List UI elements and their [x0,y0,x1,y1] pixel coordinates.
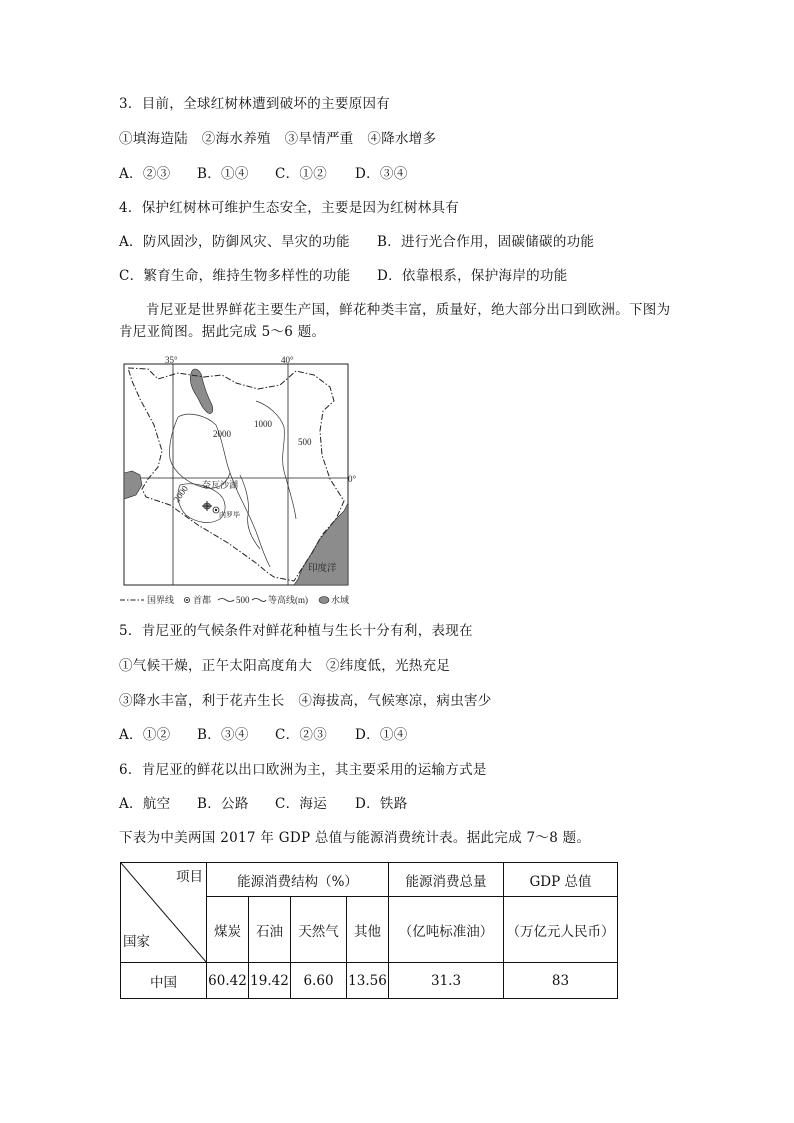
q4-option-b[interactable]: B．进行光合作用，固碳储碳的功能 [377,234,595,250]
legend-border-label: 国界线 [147,595,175,605]
contour-label-2000a: 2000 [213,429,231,439]
row-coal: 60.42 [207,963,249,999]
legend-contour-icon-left [218,599,234,602]
q5-items1: ①气候干燥，正午太阳高度角大 ②纬度低，光热充足 [119,658,451,674]
kenya-map [118,355,358,610]
corner-bottom-label: 国家 [123,934,150,950]
energy-total-header: 能源消费总量 [389,863,504,897]
legend-capital-label: 首都 [193,595,212,605]
q4-options-row2 [119,267,568,285]
q6-option-b[interactable]: B．公路 [197,796,249,812]
q4-option-c[interactable]: C．繁育生命，维持生物多样性的功能 [119,268,351,284]
table-header-row-1 [121,863,618,897]
contour-label-500: 500 [298,437,312,447]
gdp-unit: （万亿元人民币） [504,897,618,963]
row-other: 13.56 [347,963,389,999]
q4-option-a[interactable]: A．防风固沙，防御风灾、旱灾的功能 [119,234,350,250]
nairobi-label: 内罗毕 [219,511,240,519]
table-corner-cell [121,863,207,963]
q3-options [119,165,408,183]
col-gas-header: 天然气 [291,897,347,963]
row-gas: 6.60 [291,963,347,999]
kenya-intro-line2: 肯尼亚简图。据此完成 5～6 题。 [119,324,326,340]
contour-label-1000: 1000 [254,419,272,429]
q6-options [119,795,408,813]
row-country: 中国 [121,963,207,999]
q6-option-d[interactable]: D．铁路 [355,796,408,812]
q3-stem: 3．目前，全球红树林遭到破坏的主要原因有 [119,96,391,112]
table-intro: 下表为中美两国 2017 年 GDP 总值与能源消费统计表。据此完成 7～8 题。 [119,830,591,846]
q5-options [119,726,408,744]
q4-option-d[interactable]: D．依靠根系，保护海岸的功能 [377,268,568,284]
gdp-energy-table [120,862,618,999]
q5-option-b[interactable]: B．③④ [197,727,249,743]
q3-option-d[interactable]: D．③④ [355,166,408,182]
lake-victoria [124,471,142,499]
energy-structure-header: 能源消费结构（%） [207,863,389,897]
q4-stem: 4．保护红树林可维护生态安全，主要是因为红树林具有 [119,200,460,216]
row-gdp: 83 [504,963,618,999]
corner-top-label: 项目 [176,869,203,885]
lat-0-label: 0° [348,474,357,484]
col-other-header: 其他 [347,897,389,963]
energy-total-unit: （亿吨标准油） [389,897,504,963]
q5-option-c[interactable]: C．②③ [275,727,328,743]
contour-1000-east [240,475,260,549]
row-oil: 19.42 [249,963,291,999]
legend-water-icon [319,597,329,604]
q6-stem: 6．肯尼亚的鲜花以出口欧洲为主，其主要采用的运输方式是 [119,762,487,778]
q5-option-d[interactable]: D．①④ [355,727,408,743]
q3-items: ①填海造陆 ②海水养殖 ③旱情严重 ④降水增多 [119,131,437,147]
q6-option-c[interactable]: C．海运 [275,796,328,812]
ocean-label: 印度洋 [308,564,337,574]
gdp-header: GDP 总值 [504,863,618,897]
legend-contour-label: 等高线(m) [268,595,308,605]
airport-plane-icon [202,501,212,511]
legend-water-label: 水域 [331,595,350,605]
col-coal-header: 煤炭 [207,897,249,963]
q3-option-c[interactable]: C．①② [275,166,328,182]
q5-items2: ③降水丰富，利于花卉生长 ④海拔高，气候寒凉，病虫害少 [119,693,492,709]
q3-option-a[interactable]: A．②③ [119,166,171,182]
kenya-intro-line1: 肯尼亚是世界鲜花主要生产国，鲜花种类丰富，质量好，绝大部分出口到欧洲。下图为 [146,302,671,318]
table-row [121,963,618,999]
q4-options-row1 [119,233,594,251]
legend-contour-icon-right [252,599,266,602]
legend-capital-dot [186,599,188,601]
q5-stem: 5．肯尼亚的气候条件对鲜花种植与生长十分有利，表现在 [119,623,473,639]
col-oil-header: 石油 [249,897,291,963]
map-legend [120,594,349,605]
national-border [128,368,344,581]
q3-option-b[interactable]: B．①④ [197,166,249,182]
q6-option-a[interactable]: A．航空 [119,796,171,812]
row-total: 31.3 [389,963,504,999]
contour-2000-north [169,417,230,488]
legend-contour-value: 500 [236,595,250,605]
lon-40-label: 40° [281,355,294,365]
lon-35-label: 35° [165,355,178,365]
nairobi-capital-dot [215,509,217,511]
contour-label-2000b: 2000 [171,483,190,505]
lake-naivasha-label: 奈瓦沙湖 [202,480,239,490]
q5-option-a[interactable]: A．①② [119,727,171,743]
